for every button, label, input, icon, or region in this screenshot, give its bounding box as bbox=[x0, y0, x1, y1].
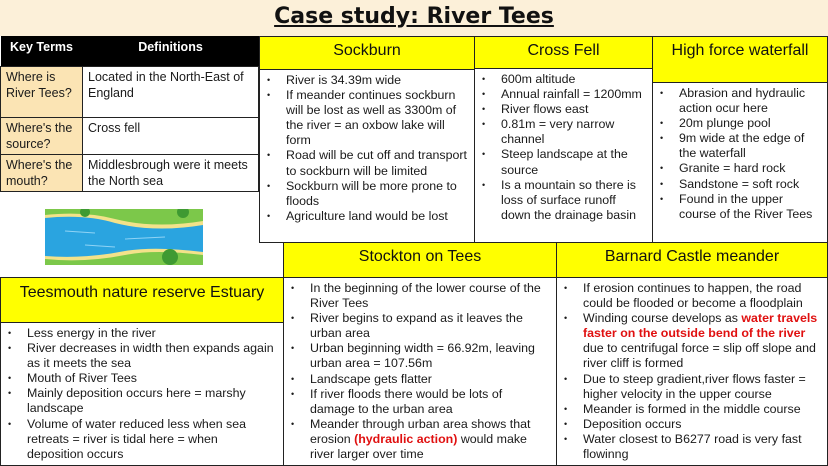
item-text: Winding course develops as bbox=[583, 311, 742, 326]
cross-fell-body bbox=[474, 68, 653, 243]
item-text: Urban beginning width = 66.92m, leaving urban area = 107.56m bbox=[310, 341, 535, 371]
list-item bbox=[561, 281, 821, 311]
item-text: Deposition occurs bbox=[583, 416, 682, 431]
item-text: River is 34.39m wide bbox=[286, 73, 402, 87]
teesmouth-body bbox=[0, 322, 284, 466]
list-item bbox=[288, 281, 550, 311]
list-item bbox=[479, 147, 646, 177]
item-text: Sockburn will be more prone to floods bbox=[286, 178, 457, 208]
list-item bbox=[561, 311, 821, 371]
item-text: Meander through urban area shows that erosion bbox=[310, 416, 531, 446]
teesmouth-list bbox=[5, 326, 277, 462]
barnard-list bbox=[561, 281, 821, 462]
list-item bbox=[288, 372, 550, 387]
item-text: 20m plunge pool bbox=[679, 116, 771, 131]
item-text: Abrasion and hydraulic action ocur here bbox=[679, 86, 806, 116]
list-item bbox=[288, 387, 550, 417]
item-text: Meander is formed in the middle course bbox=[583, 401, 801, 416]
item-text: Volume of water reduced less when sea retreats = river is tidal here = when deposition occurs bbox=[27, 416, 247, 461]
list-item bbox=[264, 179, 468, 209]
page-title: Case study: River Tees bbox=[274, 4, 554, 29]
definition: Cross fell bbox=[83, 117, 259, 154]
item-text: Landscape gets flatter bbox=[310, 371, 432, 386]
item-text: If meander continues sockburn will be lost as well as 3300m of the river = an oxbow lake will form bbox=[286, 88, 457, 148]
definition: Located in the North-East of England bbox=[83, 66, 259, 117]
item-text: If river floods there would be lots of damage to the urban area bbox=[310, 386, 503, 416]
item-text: If erosion continues to happen, the road could be flooded or become a floodplain bbox=[583, 281, 803, 311]
list-item bbox=[561, 432, 821, 462]
item-text: Found in the upper course of the River Tees bbox=[679, 191, 813, 221]
list-item bbox=[264, 88, 468, 148]
list-item bbox=[264, 73, 468, 88]
list-item bbox=[561, 417, 821, 432]
item-text: Due to steep gradient,river flows faster = higher velocity in the upper course bbox=[583, 371, 806, 401]
key-terms-header: Key Terms bbox=[1, 36, 83, 66]
list-item bbox=[288, 341, 550, 371]
stockton-header: Stockton on Tees bbox=[283, 242, 557, 278]
list-item bbox=[561, 372, 821, 402]
item-text: Annual rainfall = 1200mm bbox=[501, 87, 642, 102]
stockton-body bbox=[283, 277, 557, 466]
list-item bbox=[288, 417, 550, 462]
item-text: Steep landscape at the source bbox=[501, 147, 628, 177]
item-text: Is a mountain so there is loss of surface runoff down the drainage basin bbox=[501, 177, 637, 222]
list-item bbox=[479, 178, 646, 223]
river-illustration bbox=[45, 209, 203, 265]
high-force-list bbox=[657, 86, 821, 222]
sockburn-header: Sockburn bbox=[259, 36, 475, 70]
list-item bbox=[264, 209, 468, 224]
item-text: Mouth of River Tees bbox=[27, 371, 137, 386]
sockburn-body bbox=[259, 69, 475, 243]
item-text: River begins to expand as it leaves the urban area bbox=[310, 311, 523, 341]
list-item bbox=[479, 72, 646, 87]
item-text: In the beginning of the lower course of the River Tees bbox=[310, 281, 541, 311]
item-text: due to centrifugal force = slip off slope and river cliff is formed bbox=[583, 341, 816, 371]
list-item bbox=[5, 417, 277, 462]
highlighted-text: (hydraulic action) bbox=[354, 431, 458, 446]
item-text: Less energy in the river bbox=[27, 326, 156, 340]
list-item bbox=[657, 161, 821, 176]
teesmouth-header: Teesmouth nature reserve Estuary bbox=[0, 277, 284, 323]
item-text: would make river larger over time bbox=[310, 431, 527, 462]
definitions-header: Definitions bbox=[83, 36, 259, 66]
list-item bbox=[264, 148, 468, 178]
high-force-body bbox=[652, 82, 828, 243]
term: Where is River Tees? bbox=[1, 66, 83, 117]
item-text: River decreases in width then expands again as it meets the sea bbox=[27, 341, 274, 371]
list-item bbox=[657, 192, 821, 222]
cross-fell-list bbox=[479, 72, 646, 223]
list-item bbox=[657, 116, 821, 131]
list-item bbox=[479, 117, 646, 147]
barnard-header: Barnard Castle meander bbox=[556, 242, 828, 278]
list-item bbox=[5, 326, 277, 341]
item-text: Granite = hard rock bbox=[679, 161, 786, 176]
item-text: Sandstone = soft rock bbox=[679, 176, 800, 191]
item-text: River flows east bbox=[501, 102, 589, 117]
list-item bbox=[5, 386, 277, 416]
key-terms-table bbox=[0, 36, 259, 192]
item-text: 9m wide at the edge of the waterfall bbox=[679, 131, 805, 161]
list-item bbox=[479, 102, 646, 117]
item-text: Water closest to B6277 road is very fast flowinng bbox=[583, 431, 802, 462]
term: Where's the mouth? bbox=[1, 154, 83, 191]
item-text: Mainly deposition occurs here = marshy landscape bbox=[27, 386, 246, 416]
list-item bbox=[5, 341, 277, 371]
list-item bbox=[288, 311, 550, 341]
high-force-header: High force waterfall bbox=[652, 36, 828, 83]
list-item bbox=[479, 87, 646, 102]
list-item bbox=[657, 177, 821, 192]
item-text: 600m altitude bbox=[501, 72, 576, 86]
highlighted-text: water travels faster on the outside bend of the river bbox=[583, 311, 818, 341]
barnard-body bbox=[556, 277, 828, 466]
item-text: Agriculture land would be lost bbox=[286, 208, 448, 223]
cross-fell-header: Cross Fell bbox=[474, 36, 653, 69]
term: Where's the source? bbox=[1, 117, 83, 154]
list-item bbox=[657, 131, 821, 161]
item-text: Road will be cut off and transport to sockburn will be limited bbox=[286, 148, 467, 178]
list-item bbox=[5, 371, 277, 386]
list-item bbox=[561, 402, 821, 417]
stockton-list bbox=[288, 281, 550, 462]
definition: Middlesbrough were it meets the North sea bbox=[83, 154, 259, 191]
item-text: 0.81m = very narrow channel bbox=[501, 117, 615, 147]
list-item bbox=[657, 86, 821, 116]
sockburn-list bbox=[264, 73, 468, 224]
